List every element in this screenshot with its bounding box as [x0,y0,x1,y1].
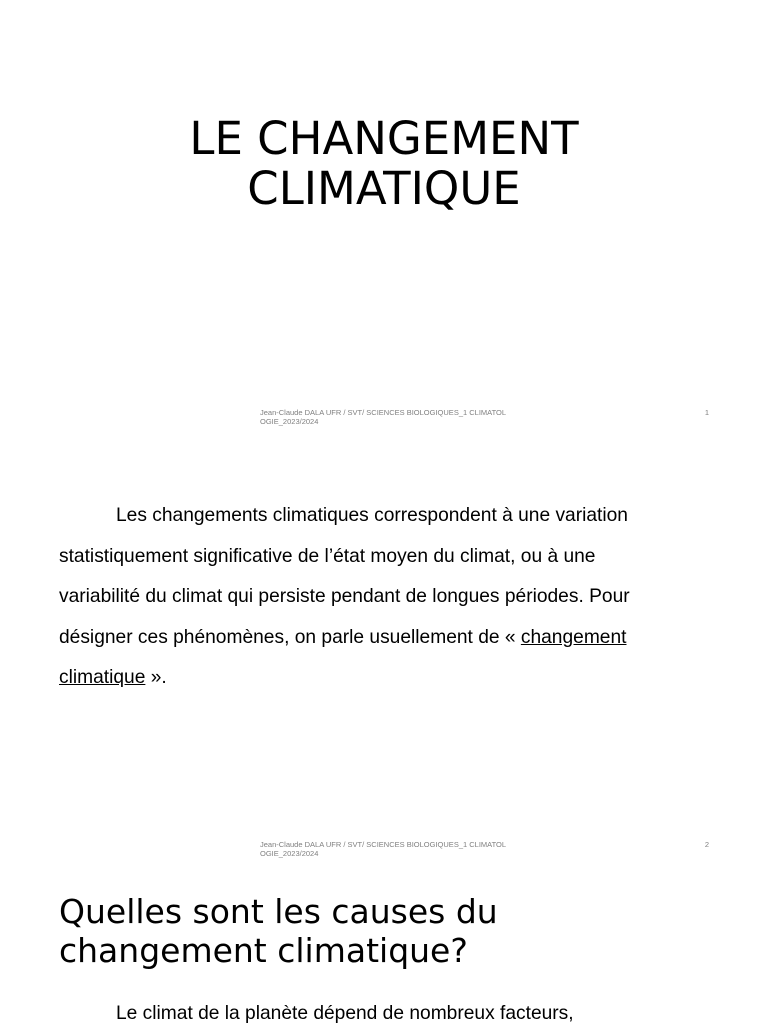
slide-2 [0,432,768,864]
footer-text: Jean-Claude DALA UFR / SVT/ SCIENCES BIOLOGIQUES_1 CLIMATOLOGIE_2023/2024 [260,408,507,426]
slide-title [59,892,699,970]
page-number: 1 [704,408,709,417]
slide-1 [0,0,768,432]
slide-title-line-2: changement climatique? [59,931,468,970]
footer-text: Jean-Claude DALA UFR / SVT/ SCIENCES BIOLOGIQUES_1 CLIMATOLOGIE_2023/2024 [260,840,507,858]
body-text-end: ». [145,667,167,689]
body-text: Les changements climatiques correspondent à une variation statistiquement significative de l’état moyen du climat, ou à une variabilité du climat qui persiste pendant de longues périodes. Pour désigner ces phénomènes, on parle usuellement de « [59,505,630,648]
slide-title [0,114,768,214]
slide-3 [0,864,768,1024]
hyperlink-changement-climatique[interactable]: changement climatique [59,626,627,689]
slide-title-line-1: Quelles sont les causes du [59,892,498,931]
slide-body-paragraph [59,994,679,1034]
slide-footer [260,841,720,858]
slide-body-paragraph [59,496,679,699]
page-number: 2 [704,840,709,849]
body-text: Le climat de la planète dépend de nombreux facteurs, [116,1003,574,1024]
slide-footer [260,409,720,426]
slide-title-line-2: CLIMATIQUE [247,162,521,215]
slide-title-line-1: LE CHANGEMENT [189,112,579,165]
